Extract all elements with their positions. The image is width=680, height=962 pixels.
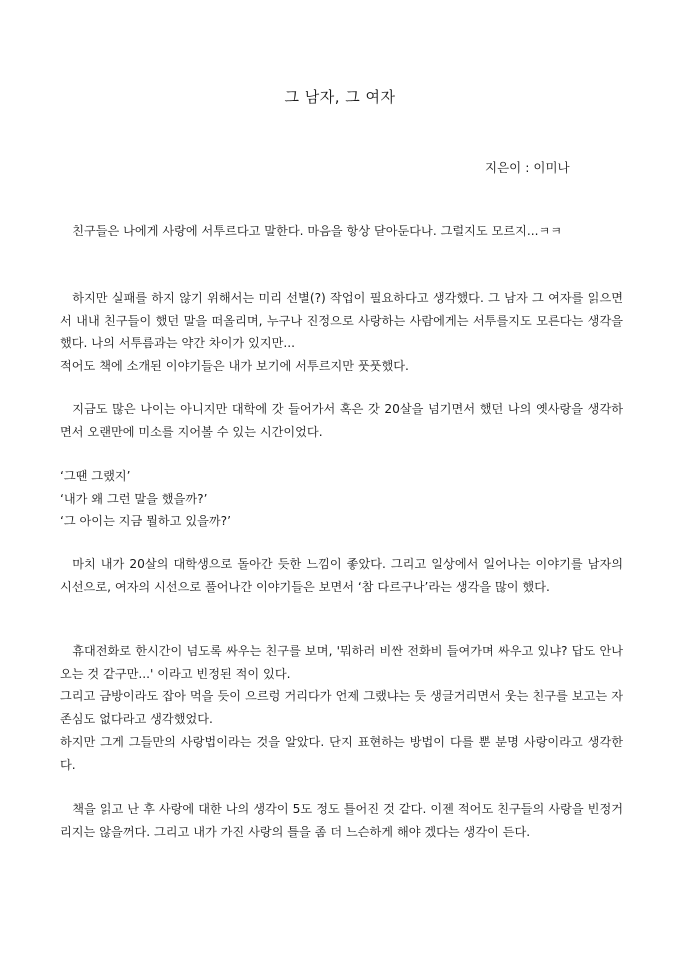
paragraph-7: 그리고 금방이라도 잡아 먹을 듯이 으르렁 거리다가 언제 그랬냐는 듯 생글거리면서 웃는 친구를 보고는 자존심도 없다라고 생각했었다. <box>60 689 623 727</box>
quotes-block <box>60 465 623 533</box>
paragraph-6-block <box>60 640 623 776</box>
paragraph-2: 하지만 실패를 하지 않기 위해서는 미리 선별(?) 작업이 필요하다고 생각했다. 그 남자 그 여자를 읽으면서 내내 친구들이 했던 말을 떠올리며, 누구나 진정으로 사랑하는 사람에게는 서투를지도 모른다는 생각을 했다. 나의 서투름과는 약간 차이가 있지만... <box>60 291 623 351</box>
paragraph-9-block <box>60 798 623 843</box>
paragraph-1-block <box>60 220 623 243</box>
paragraph-6: 휴대전화로 한시간이 넘도록 싸우는 친구를 보며, '뭐하러 비싼 전화비 들여가며 싸우고 있냐? 답도 안나오는 것 같구만...' 이라고 빈정된 적이 있다. <box>60 644 623 681</box>
paragraph-5: 마치 내가 20살의 대학생으로 돌아간 듯한 느낌이 좋았다. 그리고 일상에서 일어나는 이야기를 남자의 시선으로, 여자의 시선으로 풀어나간 이야기들은 보면서 ‘참 다르구나’라는 생각을 많이 했다. <box>60 557 623 594</box>
document-title: 그 남자, 그 여자 <box>284 88 396 106</box>
paragraph-3: 적어도 책에 소개된 이야기들은 내가 보기에 서투르지만 풋풋했다. <box>60 359 409 374</box>
paragraph-9: 책을 읽고 난 후 사랑에 대한 나의 생각이 5도 정도 틀어진 것 같다. 이젠 적어도 친구들의 사랑을 빈정거리지는 않을꺼다. 그리고 내가 가진 사랑의 틀을 좀 더 느슨하게 해야 겠다는 생각이 든다. <box>60 802 623 839</box>
quote-3: ‘그 아이는 지금 뭘하고 있을까?’ <box>60 514 231 529</box>
author-line: 지은이 : 이미나 <box>485 160 570 175</box>
quote-1: ‘그땐 그랬지’ <box>60 469 131 483</box>
paragraph-8: 하지만 그게 그들만의 사랑법이라는 것을 알았다. 단지 표현하는 방법이 다를 뿐 분명 사랑이라고 생각한다. <box>60 734 623 772</box>
quote-2: ‘내가 왜 그런 말을 했을까?’ <box>60 491 208 506</box>
paragraph-4-block <box>60 398 623 443</box>
paragraph-4: 지금도 많은 나이는 아니지만 대학에 갓 들어가서 혹은 갓 20살을 넘기면서 했던 나의 옛사랑을 생각하면서 오랜만에 미소를 지어볼 수 있는 시간이었다. <box>60 402 623 439</box>
paragraph-1: 친구들은 나에게 사랑에 서투르다고 말한다. 마음을 항상 닫아둔다나. 그럴지도 모르지...ㅋㅋ <box>72 224 563 238</box>
paragraph-2-block <box>60 287 623 378</box>
paragraph-5-block <box>60 553 623 598</box>
